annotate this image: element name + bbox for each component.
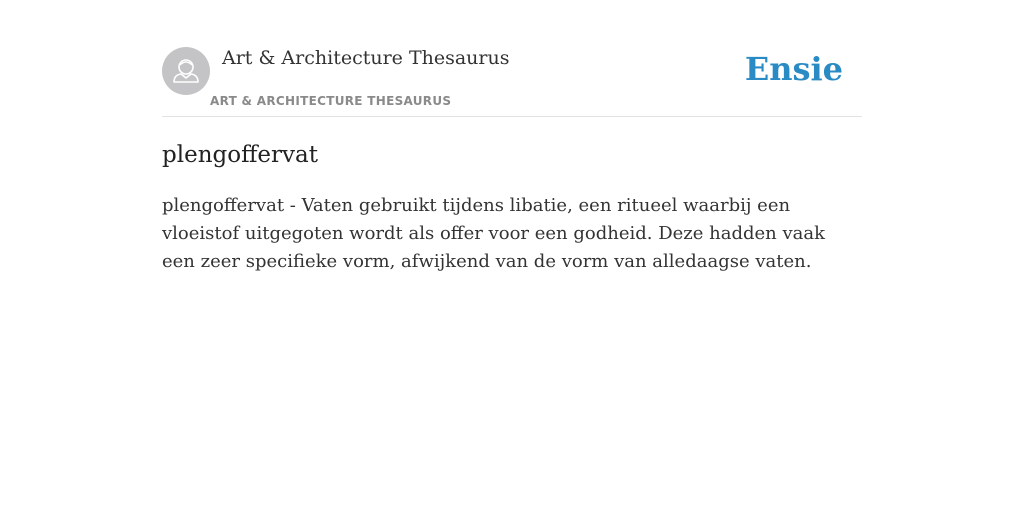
author-subtitle: ART & ARCHITECTURE THESAURUS <box>210 94 452 108</box>
page-container <box>162 0 862 272</box>
page-header <box>162 0 862 117</box>
person-outline-icon <box>162 47 210 95</box>
ensie-logo[interactable]: Ensie <box>744 50 843 88</box>
entry-title: plengoffervat <box>162 142 318 168</box>
user-avatar-icon[interactable] <box>162 47 210 95</box>
entry-definition: plengoffervat - Vaten gebruikt tijdens libatie, een ritueel waarbij een vloeistof uitgegoten wordt als offer voor een godheid. Deze hadden vaak een zeer specifieke vorm, afwijkend van de vorm van alledaagse vaten. <box>162 195 826 272</box>
author-name[interactable]: Art & Architecture Thesaurus <box>222 47 510 69</box>
